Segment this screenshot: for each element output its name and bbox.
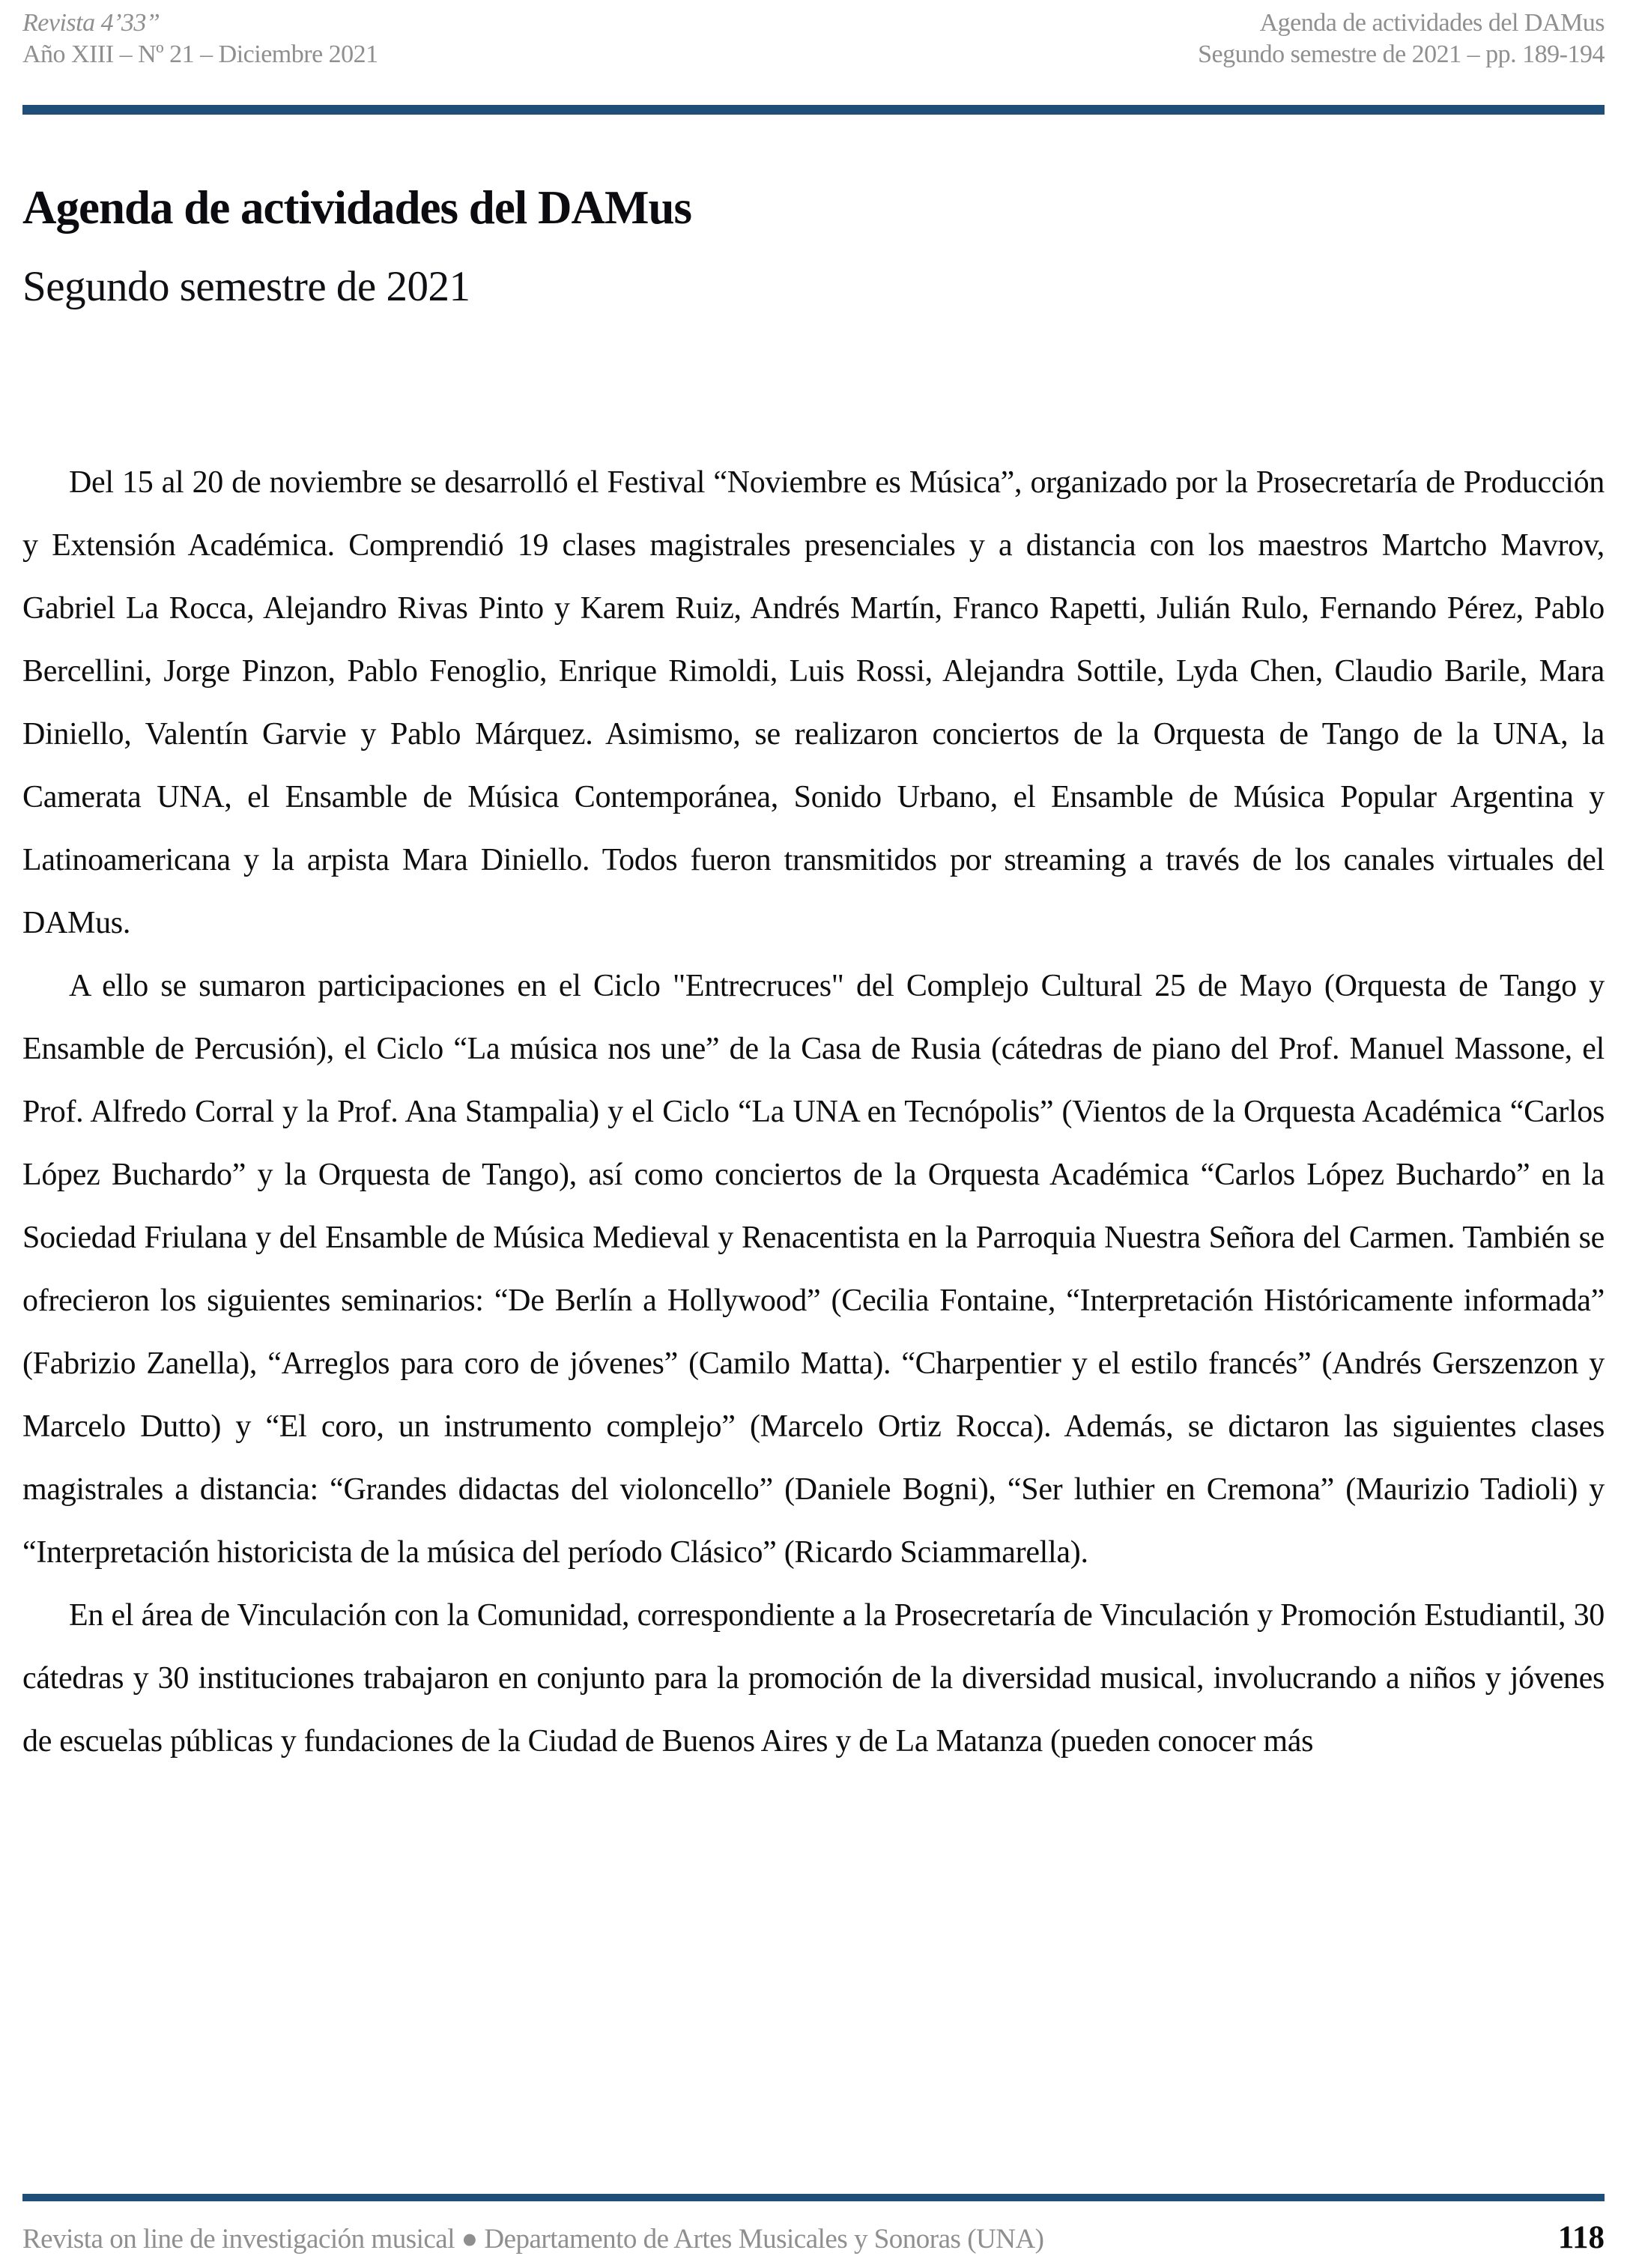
body-paragraph-2: A ello se sumaron participaciones en el Ciclo "Entrecruces" del Complejo Cultural 25 de Mayo (Orquesta de Tango y Ensamble de Percusión), el Ciclo “La música nos une” de la Casa de Rusia (cátedras de piano del Prof. Manuel Massone, el Prof. Alfredo Corral y la Prof. Ana Stampalia) y el Ciclo “La UNA en Tecnópolis” (Vientos de la Orquesta Académica “Carlos López Buchardo” y la Orquesta de Tango), así como conciertos de la Orquesta Académica “Carlos López Buchardo” en la Sociedad Friulana y del Ensamble de Música Medieval y Renacentista en la Parroquia Nuestra Señora del Carmen. También se ofrecieron los siguientes seminarios: “De Berlín a Hollywood” (Cecilia Fontaine, “Interpretación Históricamente informada” (Fabrizio Zanella), “Arreglos para coro de jóvenes” (Camilo Matta). “Charpentier y el estilo francés” (Andrés Gerszenzon y Marcelo Dutto) y “El coro, un instrumento complejo” (Marcelo Ortiz Rocca). Además, se dictaron las siguientes clases magistrales a distancia: “Grandes didactas del violoncello” (Daniele Bogni), “Ser luthier en Cremona” (Maurizio Tadioli) y “Interpretación historicista de la música del período Clásico” (Ricardo Sciammarella). [22,969,1605,1570]
page-header [22,7,1605,70]
header-journal-title: Revista 4’33” [22,9,160,37]
header-right-block [1198,7,1605,70]
footer-page-number: 118 [1557,2220,1605,2255]
header-left-block [22,7,378,70]
footer-journal-line: Revista on line de investigación musical ● Departamento de Artes Musicales y Sonoras (UNA) [22,2224,1044,2255]
article-body [22,451,1605,1773]
page-footer [22,2219,1605,2256]
body-paragraph-3: En el área de Vinculación con la Comunidad, correspondiente a la Prosecretaría de Vinculación y Promoción Estudiantil, 30 cátedras y 30 instituciones trabajaron en conjunto para la promoción de la diversidad musical, involucrando a niños y jóvenes de escuelas públicas y fundaciones de la Ciudad de Buenos Aires y de La Matanza (pueden conocer más [22,1598,1605,1759]
header-article-title: Agenda de actividades del DAMus [1259,9,1605,37]
footer-divider-rule [22,2194,1605,2201]
header-issue-info: Año XIII – Nº 21 – Diciembre 2021 [22,40,378,68]
article-subtitle: Segundo semestre de 2021 [22,263,470,310]
body-paragraph-1: Del 15 al 20 de noviembre se desarrolló el Festival “Noviembre es Música”, organizado por la Prosecretaría de Producción y Extensión Académica. Comprendió 19 clases magistrales presenciales y a distancia con los maestros Martcho Mavrov, Gabriel La Rocca, Alejandro Rivas Pinto y Karem Ruiz, Andrés Martín, Franco Rapetti, Julián Rulo, Fernando Pérez, Pablo Bercellini, Jorge Pinzon, Pablo Fenoglio, Enrique Rimoldi, Luis Rossi, Alejandra Sottile, Lyda Chen, Claudio Barile, Mara Diniello, Valentín Garvie y Pablo Márquez. Asimismo, se realizaron conciertos de la Orquesta de Tango de la UNA, la Camerata UNA, el Ensamble de Música Contemporánea, Sonido Urbano, el Ensamble de Música Popular Argentina y Latinoamericana y la arpista Mara Diniello. Todos fueron transmitidos por streaming a través de los canales virtuales del DAMus. [22,465,1605,940]
header-divider-rule [22,105,1605,115]
article-title: Agenda de actividades del DAMus [22,181,692,234]
header-article-pages: Segundo semestre de 2021 – pp. 189-194 [1198,40,1605,68]
